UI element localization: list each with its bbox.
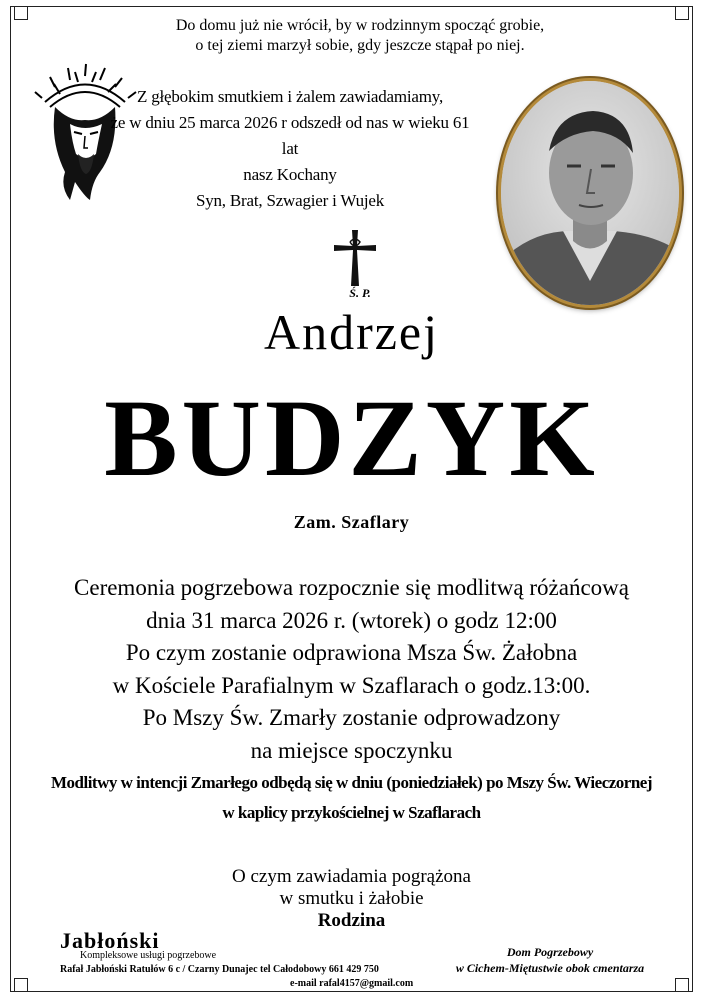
motto xyxy=(60,16,660,56)
funeral-tagline: Kompleksowe usługi pogrzebowe xyxy=(80,950,217,961)
funeral-email: e-mail rafal4157@gmail.com xyxy=(290,978,414,989)
sp-label: Ś. P. xyxy=(349,286,371,300)
funeral-address: Rafał Jabłoński Ratułów 6 c / Czarny Dunajec tel Całodobowy 661 429 750 xyxy=(60,964,379,975)
ceremony-line: na miejsce spoczynku xyxy=(250,737,453,763)
motto-line: o tej ziemi marzył sobie, gdy jeszcze stąpał po niej. xyxy=(195,37,525,54)
prayers-line: Modlitwy w intencji Zmarłego odbędą się w dniu (poniedziałek) po Mszy Św. Wieczornej xyxy=(50,773,652,792)
prayers-info xyxy=(0,768,703,828)
ceremony-details xyxy=(0,572,703,767)
announcement xyxy=(110,84,470,214)
frame-corner xyxy=(675,978,689,992)
funeral-brand: Jabłoński xyxy=(60,928,160,953)
deceased-first-name: Andrzej xyxy=(263,304,440,360)
home-line: w Cichem-Miętustwie obok cmentarza xyxy=(455,961,645,975)
announcement-line: Z głębokim smutkiem i żalem zawiadamiamy, xyxy=(136,87,444,106)
funeral-home-location xyxy=(440,944,660,976)
family-name: Rodzina xyxy=(317,910,386,931)
frame-corner xyxy=(14,978,28,992)
notice-line: w smutku i żałobie xyxy=(279,888,424,909)
cross-icon xyxy=(330,228,380,288)
ceremony-line: Ceremonia pogrzebowa rozpocznie się modlitwą różańcową xyxy=(74,575,629,600)
family-notice xyxy=(0,866,703,932)
ceremony-line: dnia 31 marca 2026 r. (wtorek) o godz 12:00 xyxy=(146,607,557,633)
prayers-line: w kaplicy przykościelnej w Szaflarach xyxy=(222,803,481,822)
announcement-line: Syn, Brat, Szwagier i Wujek xyxy=(195,191,385,210)
ceremony-line: w Kościele Parafialnym w Szaflarach o godz.13:00. xyxy=(112,672,591,698)
ceremony-line: Po Mszy Św. Zmarły zostanie odprowadzony xyxy=(142,705,561,730)
motto-line: Do domu już nie wrócił, by w rodzinnym spocząć grobie, xyxy=(175,17,545,34)
announcement-line: że w dniu 25 marca 2026 r odszedł od nas w wieku 61 lat xyxy=(110,113,470,158)
deceased-address: Zam. Szaflary xyxy=(293,512,410,532)
notice-line: O czym zawiadamia pogrążona xyxy=(232,866,471,887)
announcement-line: nasz Kochany xyxy=(243,165,337,184)
home-line: Dom Pogrzebowy xyxy=(506,945,594,959)
frame-corner xyxy=(675,6,689,20)
portrait-photo xyxy=(498,78,682,308)
frame-corner xyxy=(14,6,28,20)
deceased-last-name: BUDZYK xyxy=(104,377,599,499)
portrait-image xyxy=(501,81,679,305)
ceremony-line: Po czym zostanie odprawiona Msza Św. Żałobna xyxy=(125,640,578,665)
